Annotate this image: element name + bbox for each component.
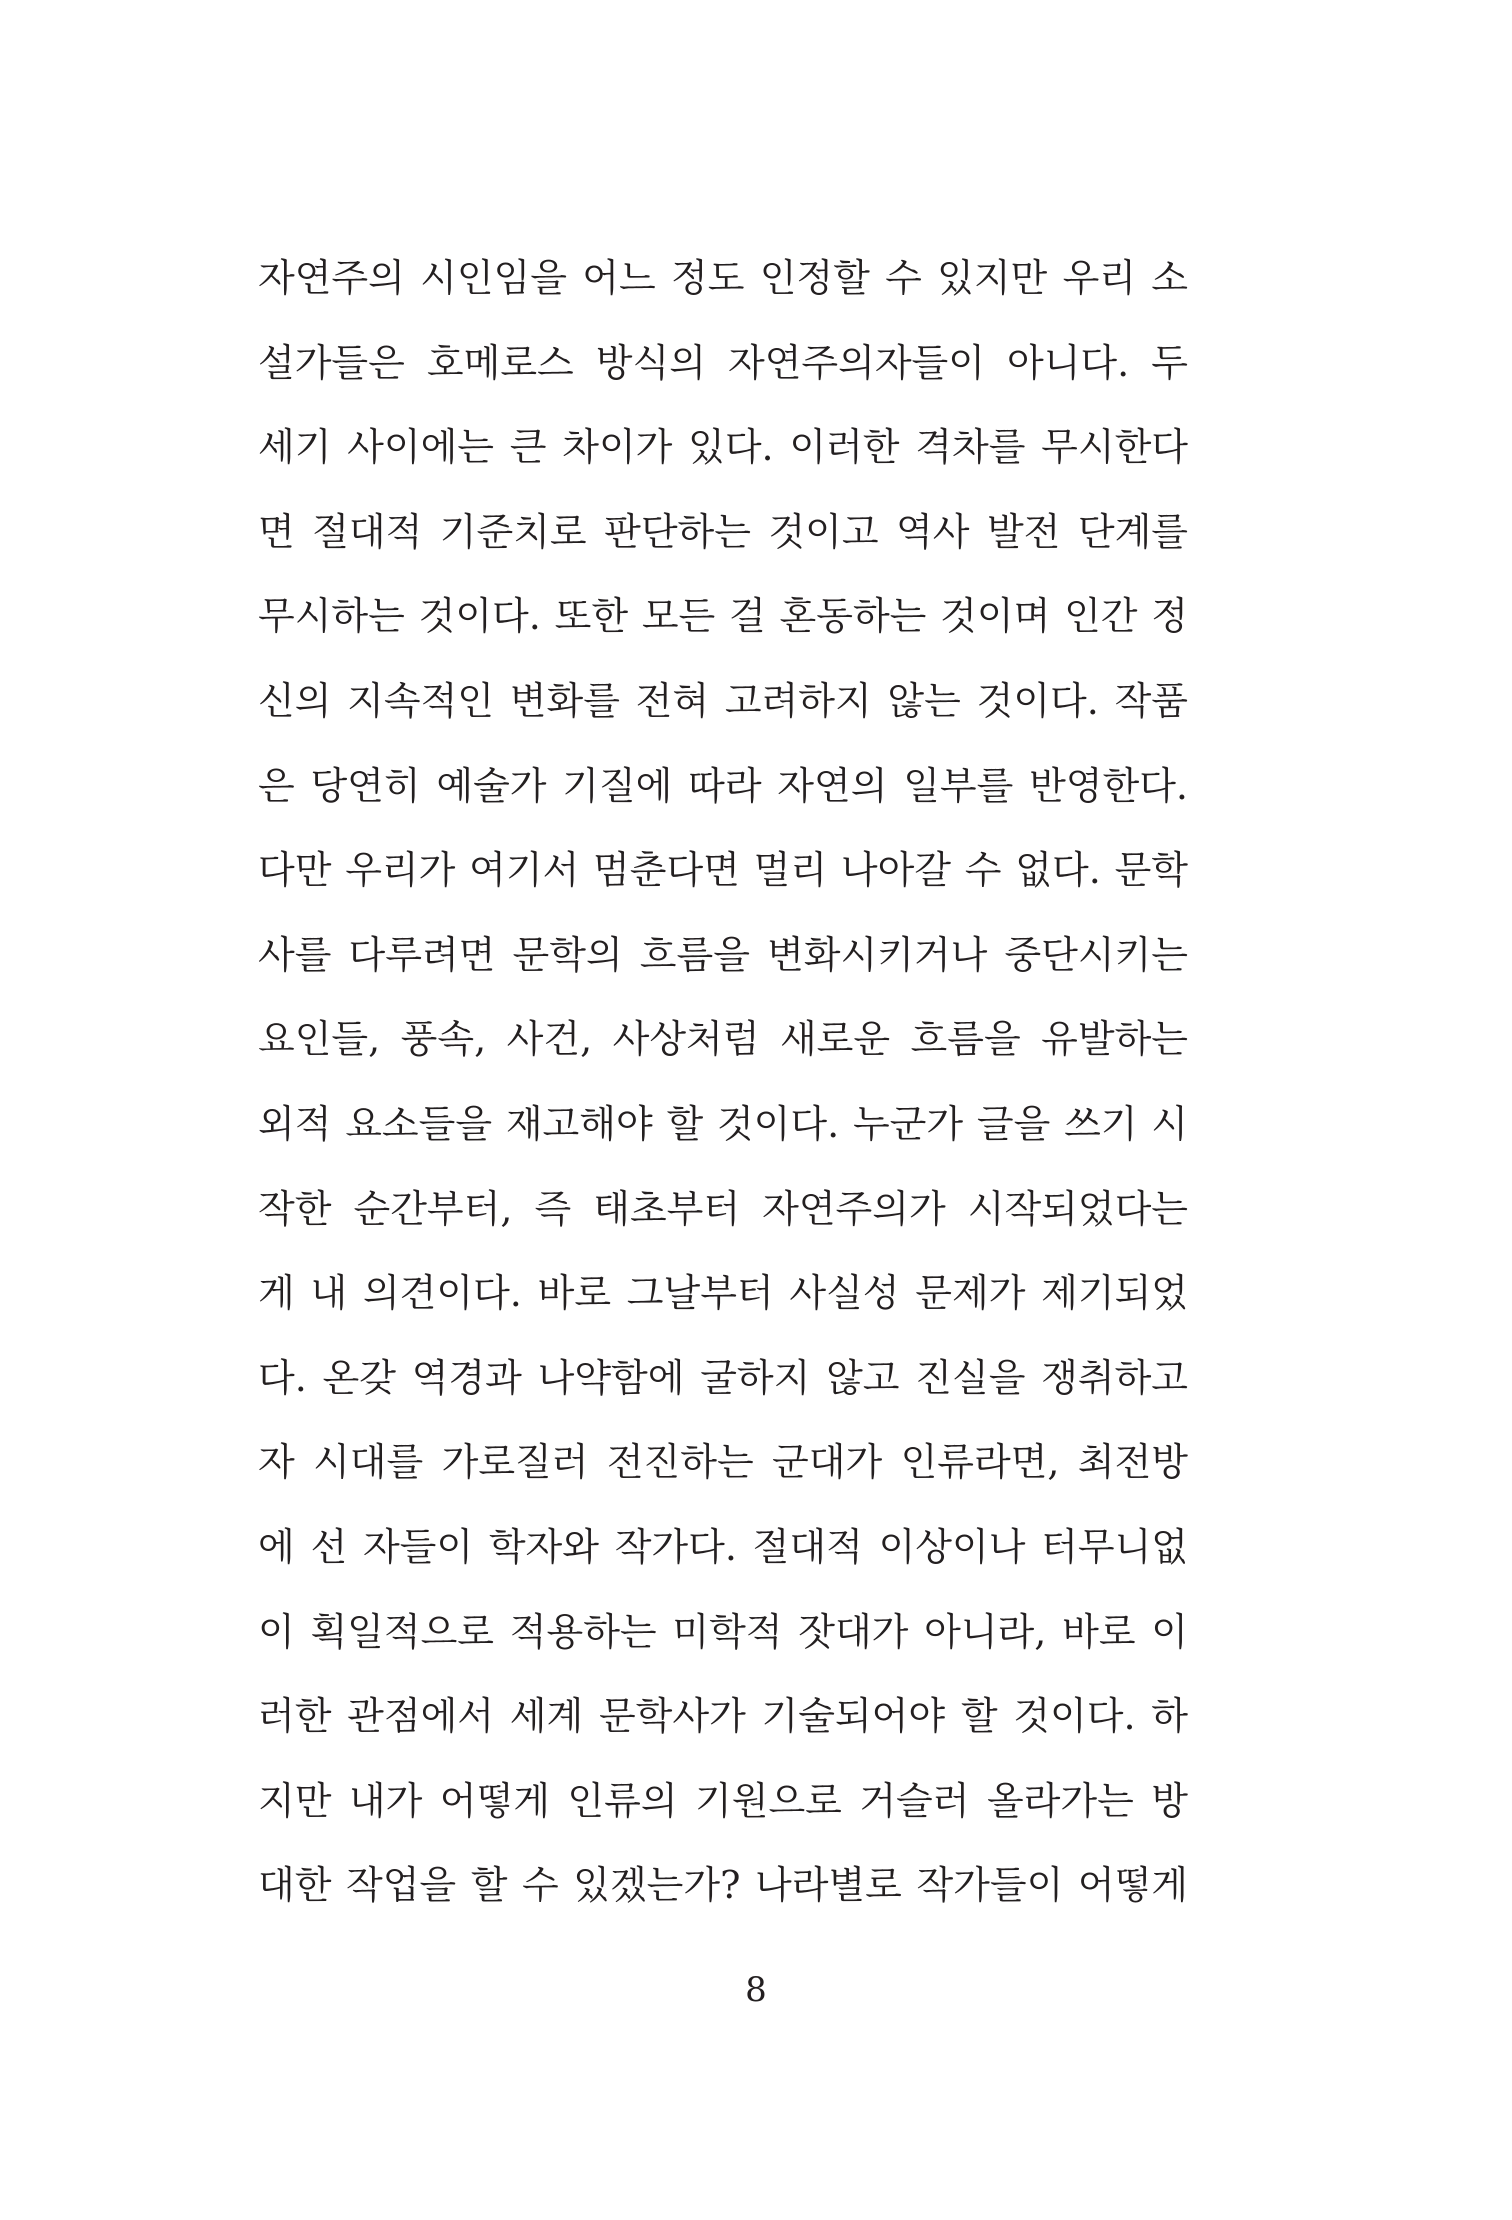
text-line: 러한 관점에서 세계 문학사가 기술되어야 할 것이다. 하: [258, 1694, 1188, 1739]
text-line: 신의 지속적인 변화를 전혀 고려하지 않는 것이다. 작품: [258, 678, 1188, 723]
text-line: 외적 요소들을 재고해야 할 것이다. 누군가 글을 쓰기 시: [258, 1101, 1188, 1146]
text-line: 게 내 의견이다. 바로 그날부터 사실성 문제가 제기되었: [258, 1271, 1188, 1316]
text-line: 설가들은 호메로스 방식의 자연주의자들이 아니다. 두: [258, 340, 1188, 385]
text-line: 대한 작업을 할 수 있겠는가? 나라별로 작가들이 어떻게: [258, 1863, 1188, 1908]
text-line: 자연주의 시인임을 어느 정도 인정할 수 있지만 우리 소: [258, 256, 1188, 300]
text-line: 은 당연히 예술가 기질에 따라 자연의 일부를 반영한다.: [258, 763, 1188, 808]
body-paragraph: [258, 236, 1188, 1928]
text-line: 요인들, 풍속, 사건, 사상처럼 새로운 흐름을 유발하는: [258, 1017, 1188, 1062]
text-line: 무시하는 것이다. 또한 모든 걸 혼동하는 것이며 인간 정: [258, 594, 1188, 639]
text-line: 작한 순간부터, 즉 태초부터 자연주의가 시작되었다는: [258, 1186, 1188, 1231]
text-line: 지만 내가 어떻게 인류의 기원으로 거슬러 올라가는 방: [258, 1778, 1188, 1823]
text-line: 자 시대를 가로질러 전진하는 군대가 인류라면, 최전방: [258, 1440, 1188, 1485]
text-line: 다만 우리가 여기서 멈춘다면 멀리 나아갈 수 없다. 문학: [258, 848, 1188, 893]
text-line: 다. 온갖 역경과 나약함에 굴하지 않고 진실을 쟁취하고: [258, 1355, 1188, 1400]
text-line: 이 획일적으로 적용하는 미학적 잣대가 아니라, 바로 이: [258, 1609, 1188, 1654]
page-number: 8: [745, 1970, 767, 2010]
text-line: 면 절대적 기준치로 판단하는 것이고 역사 발전 단계를: [258, 509, 1188, 554]
text-line: 에 선 자들이 학자와 작가다. 절대적 이상이나 터무니없: [258, 1524, 1188, 1569]
text-line: 세기 사이에는 큰 차이가 있다. 이러한 격차를 무시한다: [258, 425, 1188, 470]
text-line: 사를 다루려면 문학의 흐름을 변화시키거나 중단시키는: [258, 932, 1188, 977]
